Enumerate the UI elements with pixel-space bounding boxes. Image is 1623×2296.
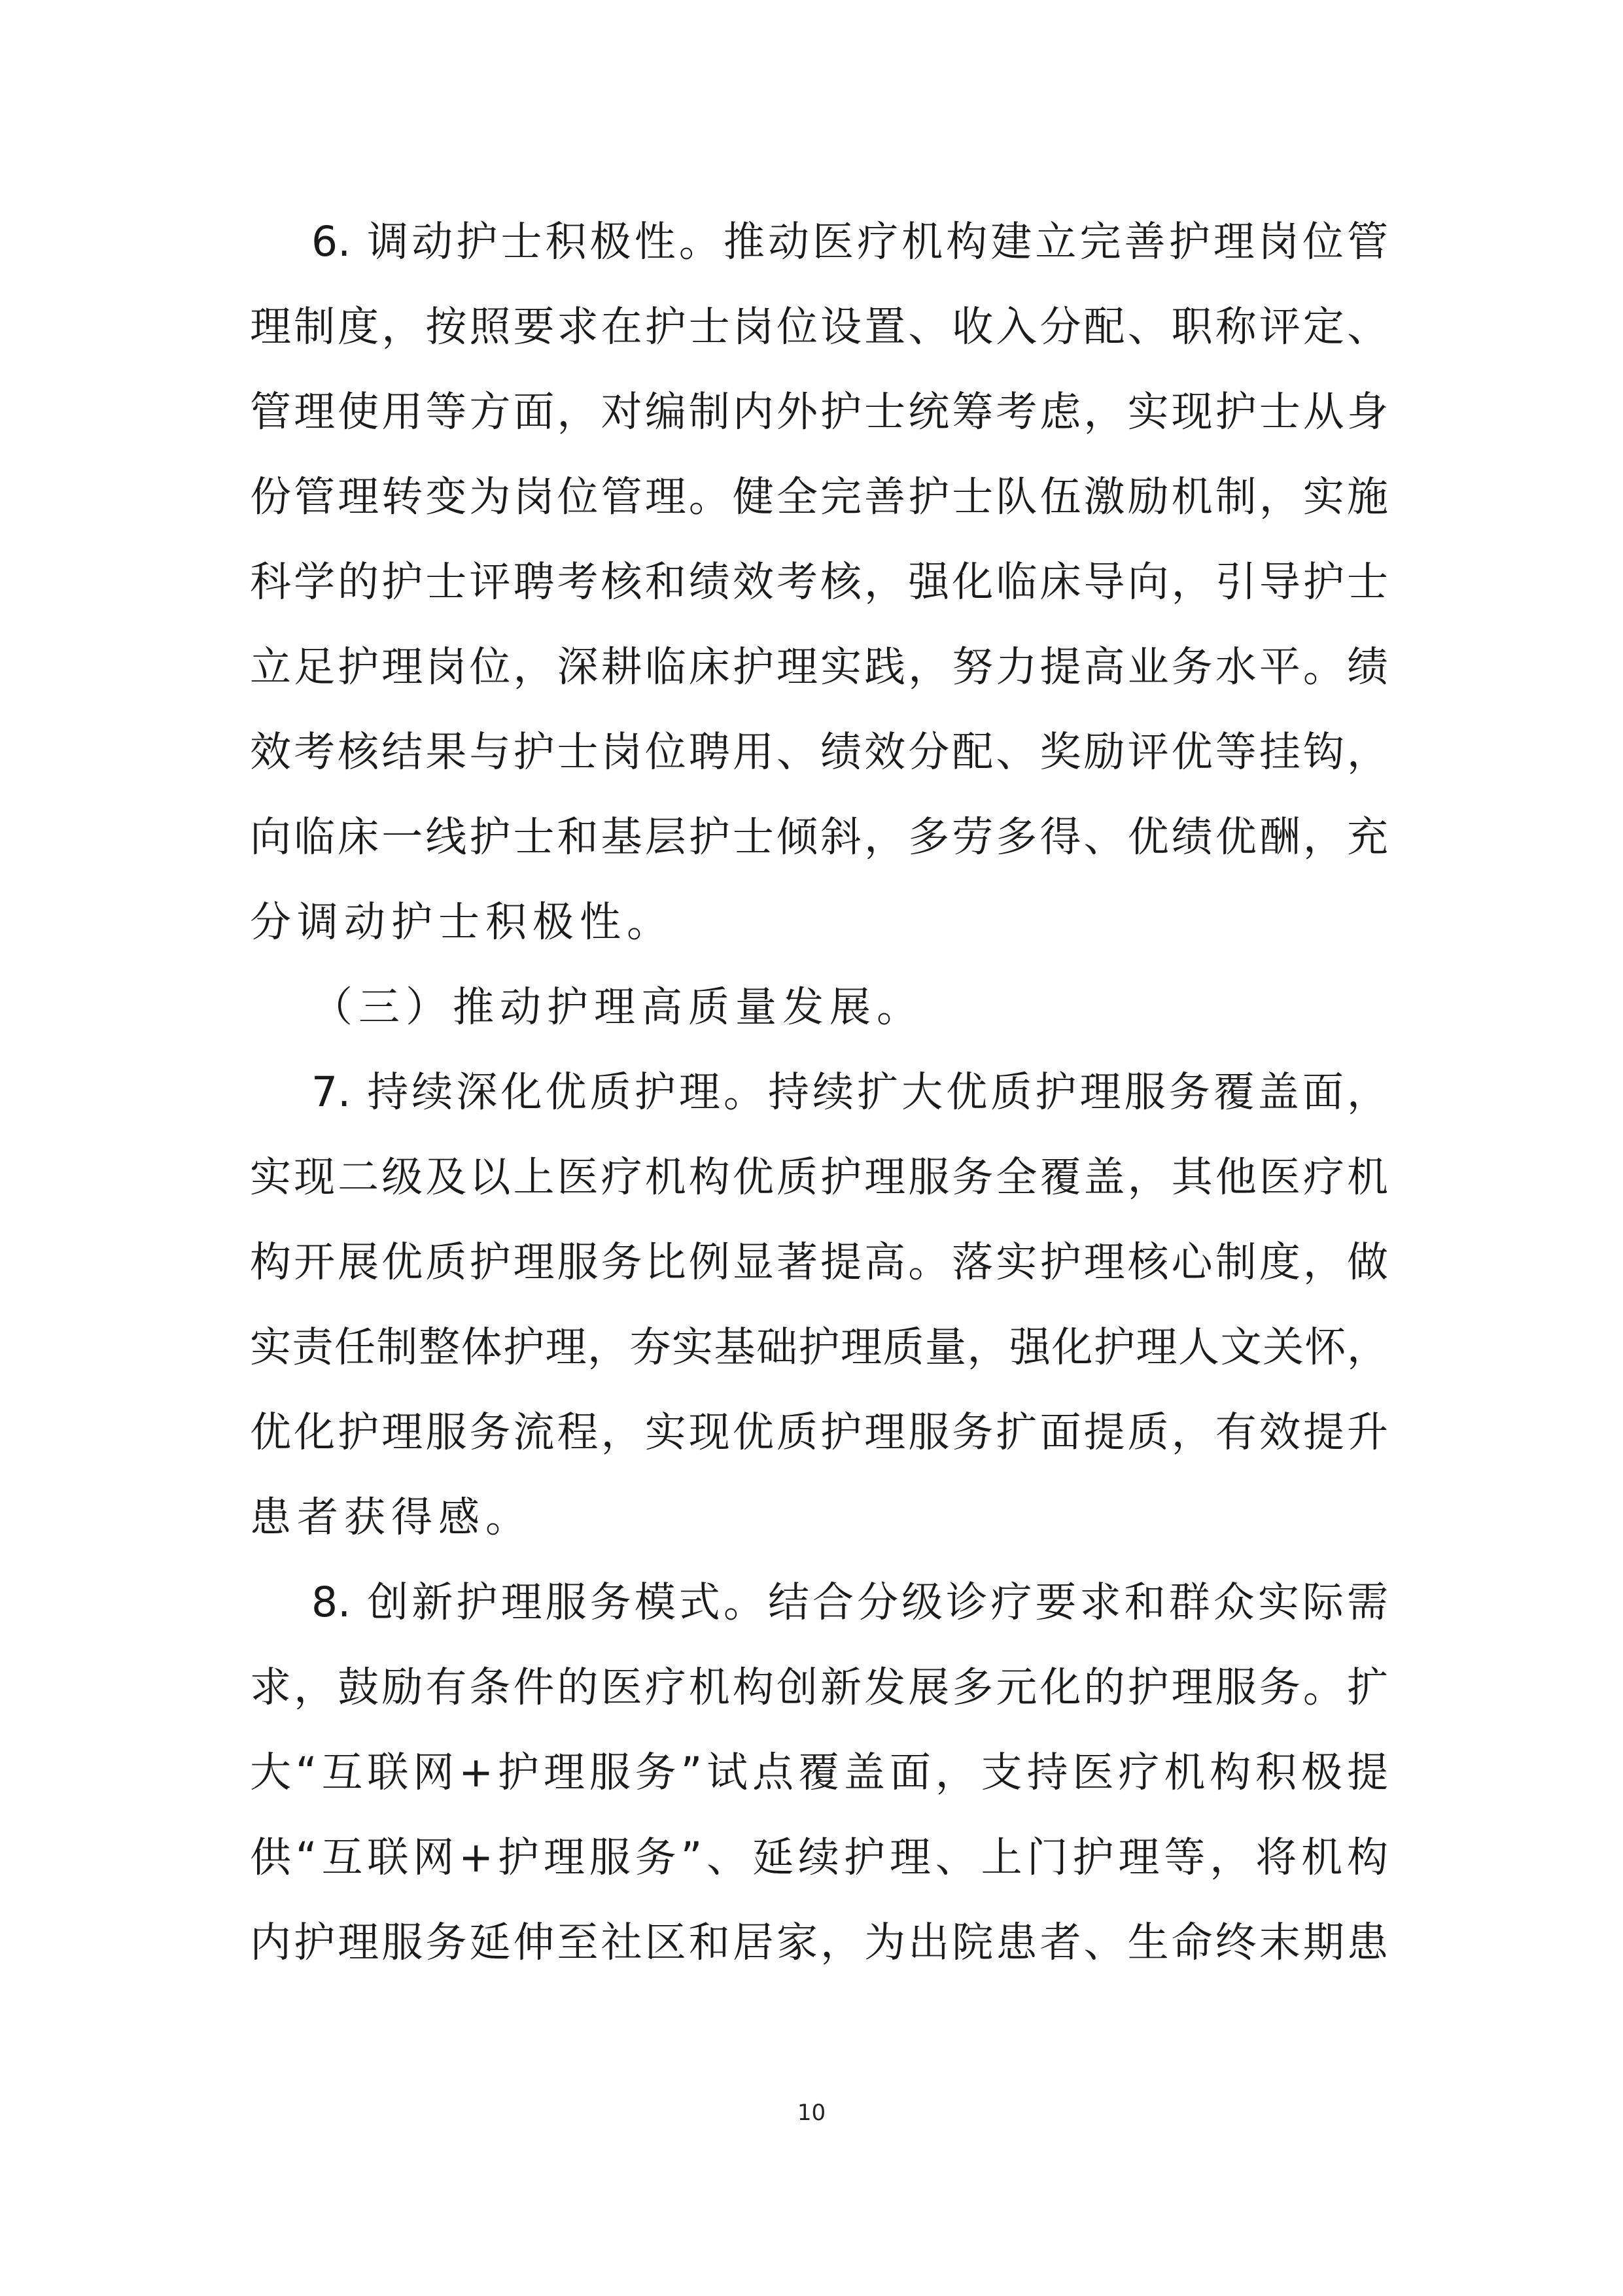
paragraph-6-line-8: 向临床一线护士和基层护士倾斜，多劳多得、优绩优酬，充 bbox=[250, 813, 1388, 861]
page-number: 10 bbox=[797, 2100, 826, 2126]
paragraph-8-line-5: 内护理服务延伸至社区和居家，为出院患者、生命终末期患 bbox=[250, 1919, 1388, 1966]
paragraph-6-line-5: 科学的护士评聘考核和绩效考核，强化临床导向，引导护士 bbox=[250, 558, 1388, 606]
paragraph-8-line-2: 求，鼓励有条件的医疗机构创新发展多元化的护理服务。扩 bbox=[250, 1663, 1388, 1711]
section-heading-3: （三）推动护理高质量发展。 bbox=[311, 983, 924, 1031]
paragraph-7-line-1: 7. 持续深化优质护理。持续扩大优质护理服务覆盖面， bbox=[311, 1068, 1388, 1116]
paragraph-6-line-4: 份管理转变为岗位管理。健全完善护士队伍激励机制，实施 bbox=[250, 473, 1388, 521]
paragraph-8-line-3: 大“互联网+护理服务”试点覆盖面，支持医疗机构积极提 bbox=[250, 1748, 1388, 1796]
paragraph-7-line-6: 患者获得感。 bbox=[250, 1493, 532, 1541]
paragraph-6-line-2: 理制度，按照要求在护士岗位设置、收入分配、职称评定、 bbox=[250, 303, 1388, 351]
paragraph-6-line-3: 管理使用等方面，对编制内外护士统筹考虑，实现护士从身 bbox=[250, 388, 1388, 436]
paragraph-6-line-9: 分调动护士积极性。 bbox=[250, 898, 674, 946]
paragraph-7-line-3: 构开展优质护理服务比例显著提高。落实护理核心制度，做 bbox=[250, 1238, 1388, 1286]
paragraph-6-line-7: 效考核结果与护士岗位聘用、绩效分配、奖励评优等挂钩， bbox=[250, 728, 1388, 776]
paragraph-7-line-4: 实责任制整体护理，夯实基础护理质量，强化护理人文关怀， bbox=[250, 1323, 1388, 1371]
paragraph-7-line-5: 优化护理服务流程，实现优质护理服务扩面提质，有效提升 bbox=[250, 1408, 1388, 1456]
paragraph-6-line-1: 6. 调动护士积极性。推动医疗机构建立完善护理岗位管 bbox=[311, 218, 1388, 266]
paragraph-6-line-6: 立足护理岗位，深耕临床护理实践，努力提高业务水平。绩 bbox=[250, 643, 1388, 691]
paragraph-8-line-1: 8. 创新护理服务模式。结合分级诊疗要求和群众实际需 bbox=[311, 1578, 1388, 1626]
paragraph-7-line-2: 实现二级及以上医疗机构优质护理服务全覆盖，其他医疗机 bbox=[250, 1153, 1388, 1201]
paragraph-8-line-4: 供“互联网+护理服务”、延续护理、上门护理等，将机构 bbox=[250, 1834, 1388, 1881]
